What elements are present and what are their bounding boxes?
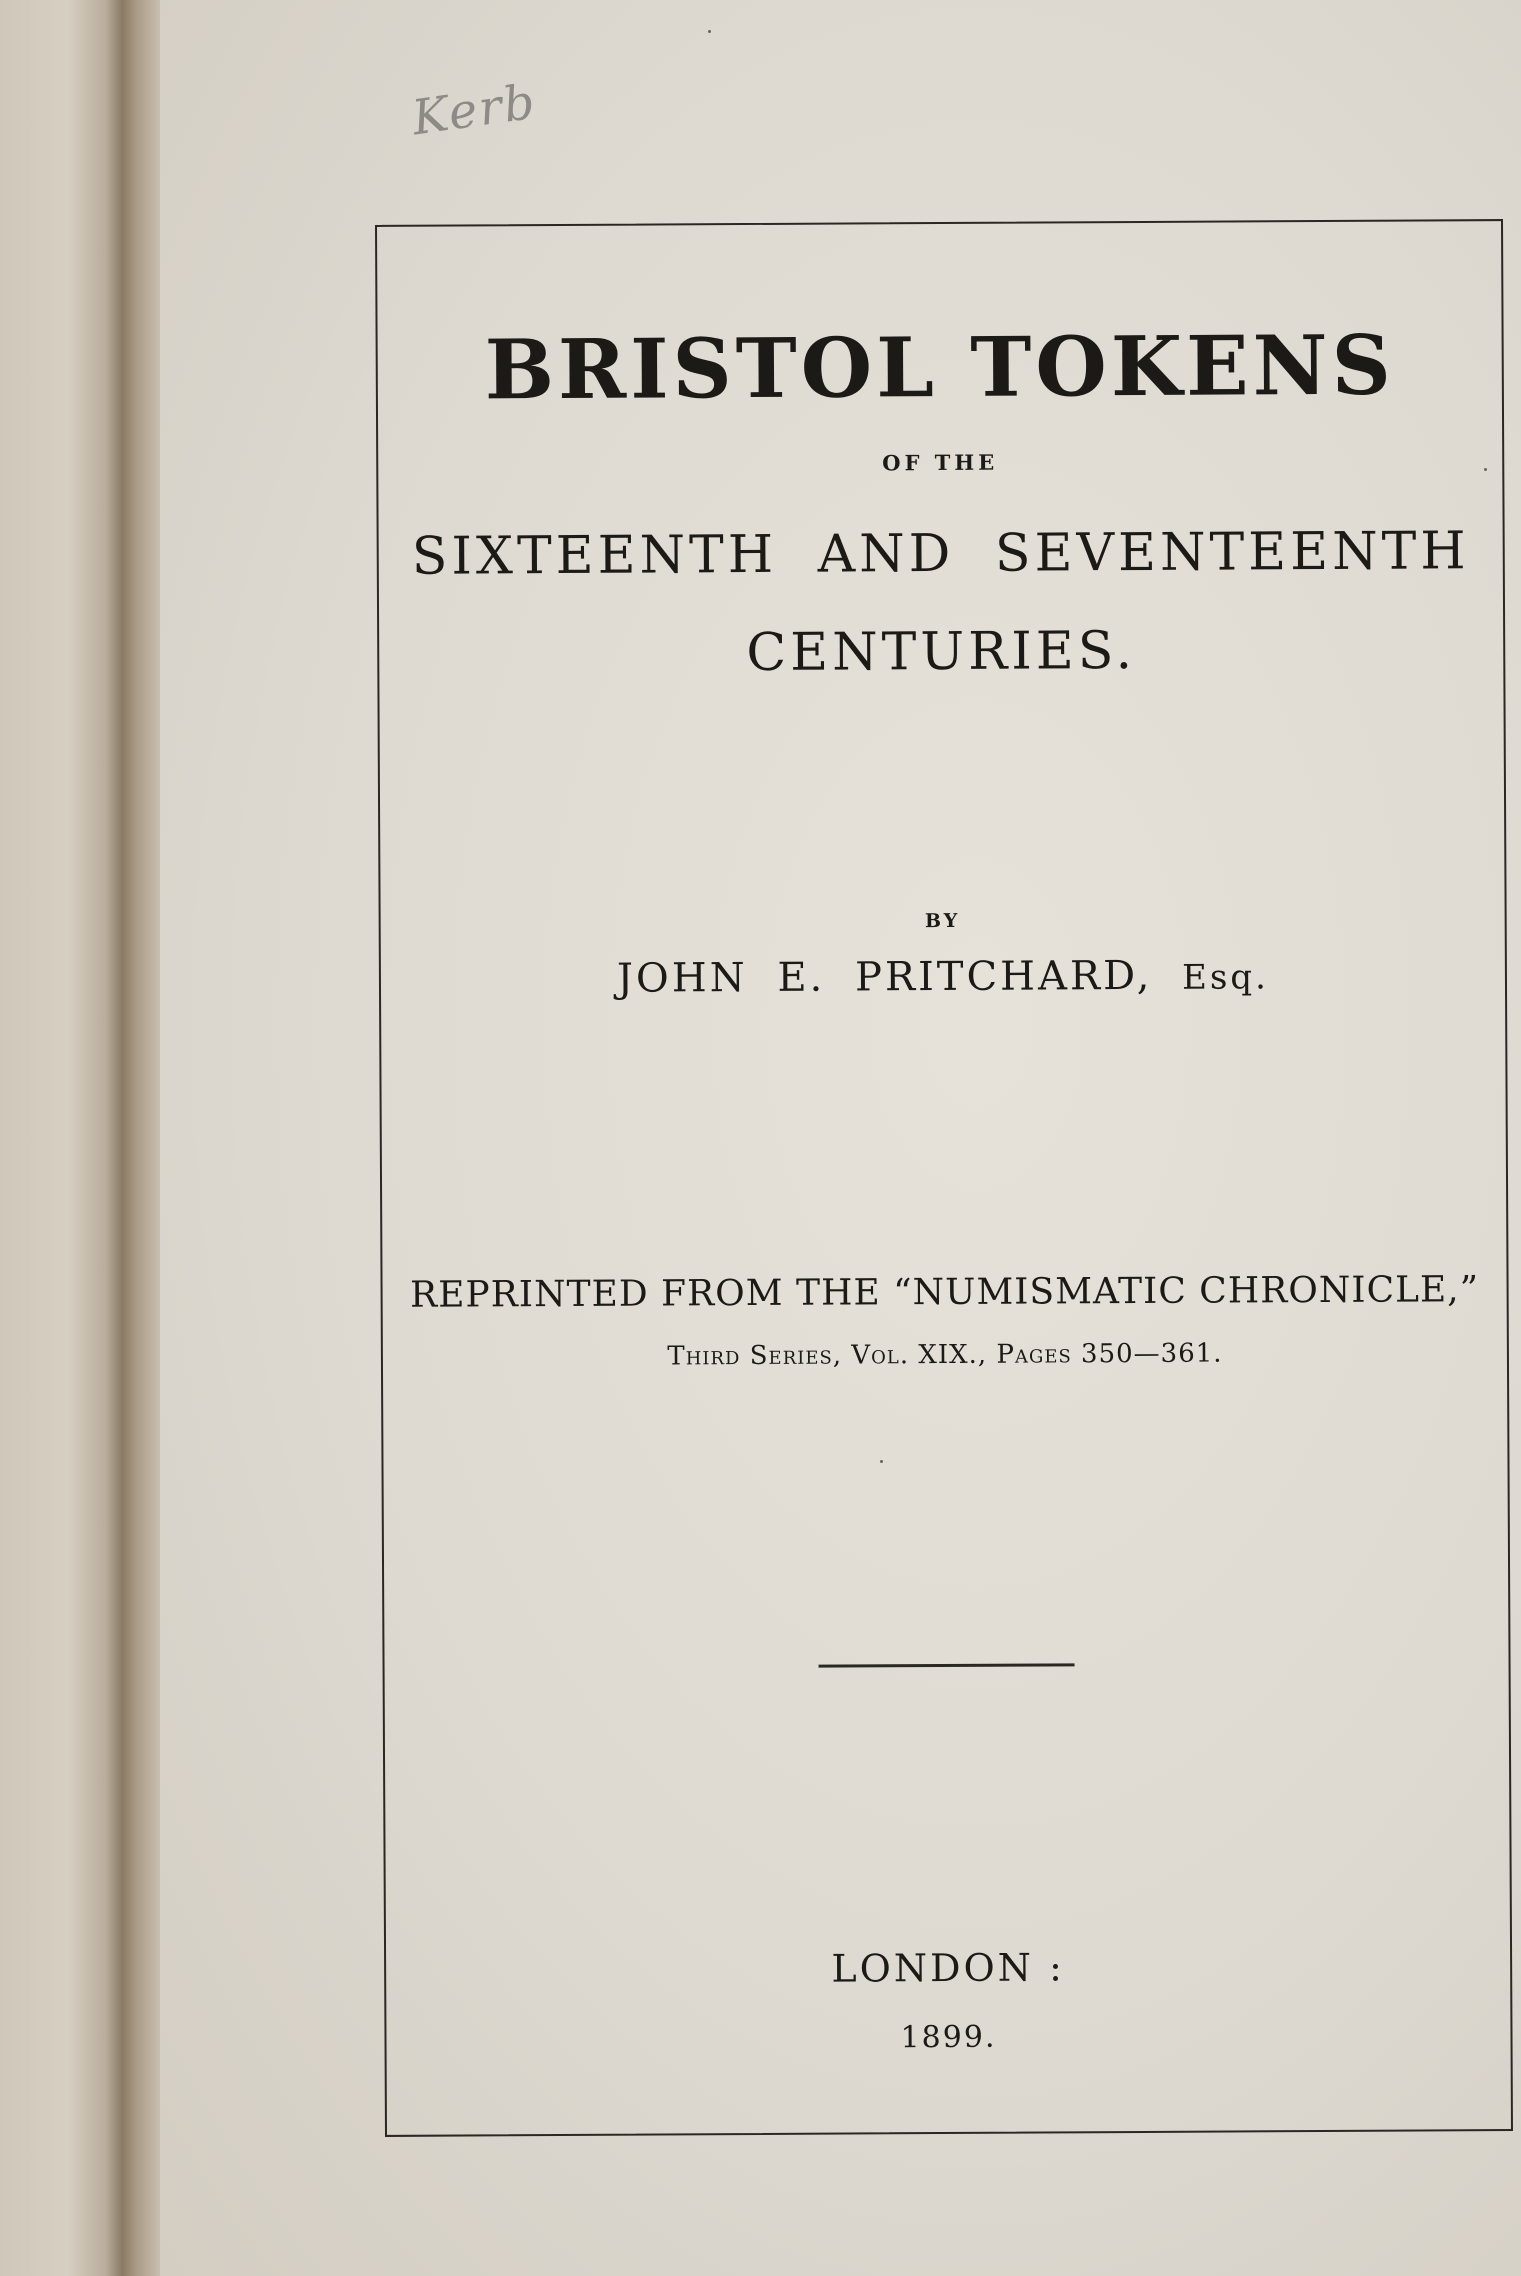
horizontal-rule [819, 1663, 1075, 1667]
book-gutter [0, 0, 170, 2276]
author-suffix: Esq. [1181, 957, 1270, 998]
publication-place: LONDON : [831, 1945, 1065, 1991]
by-label: BY [924, 909, 961, 933]
book-title: BRISTOL TOKENS [484, 317, 1396, 419]
title-page [160, 0, 1521, 2276]
subtitle-line-1: SIXTEENTH AND SEVENTEENTH [411, 521, 1470, 587]
reprint-notice: REPRINTED FROM THE “NUMISMATIC CHRONICLE,” [409, 1269, 1480, 1316]
paper-speck [1484, 468, 1487, 471]
paper-speck [880, 1460, 883, 1463]
series-reference: Third Series, Vol. XIX., Pages 350—361. [667, 1338, 1223, 1372]
subtitle-line-2: CENTURIES. [746, 620, 1137, 684]
author-line [381, 951, 1505, 1003]
paper-speck [708, 30, 711, 33]
title-connector: OF THE [882, 449, 999, 476]
publication-year: 1899. [900, 2019, 997, 2056]
pencil-annotation: Kerb [408, 73, 540, 147]
page-border-frame [375, 219, 1513, 2137]
author-name: JOHN E. PRITCHARD, [616, 952, 1183, 1002]
